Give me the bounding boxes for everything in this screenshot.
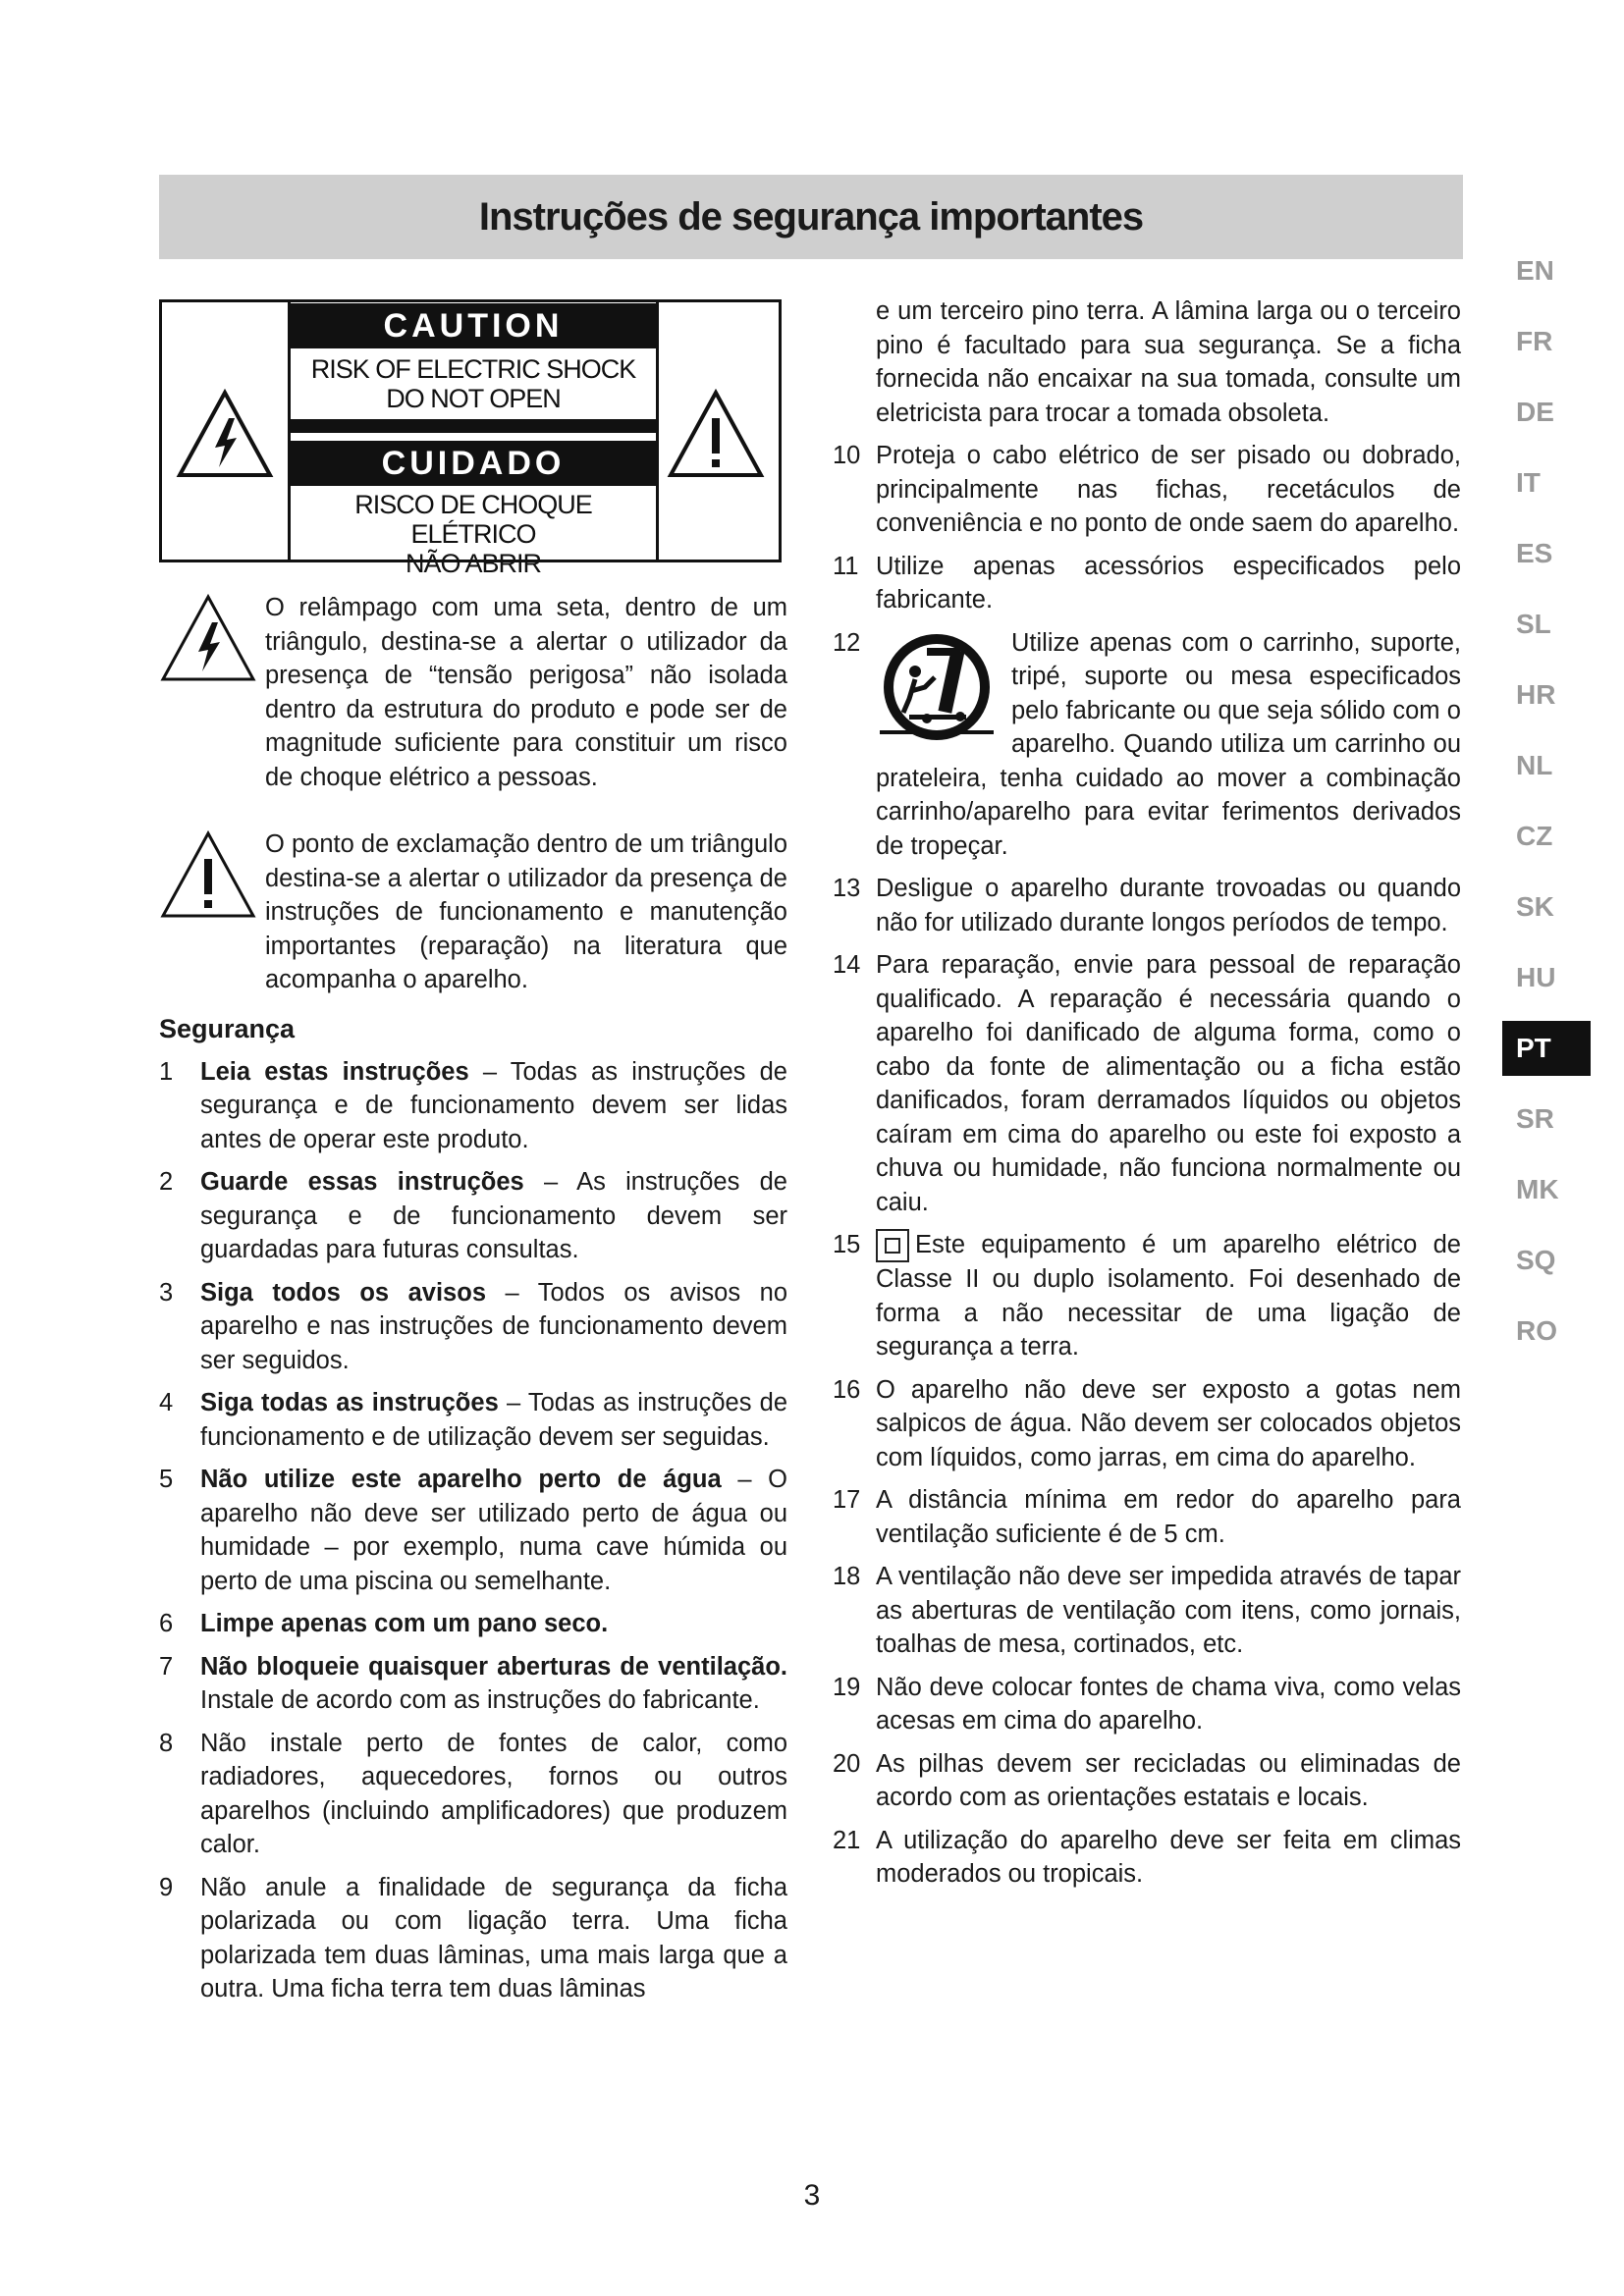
left-column bbox=[159, 591, 787, 2006]
list-item-continuation: e um terceiro pino terra. A lâmina larga ou o terceiro pino é facultado para sua segurança. Se a ficha fornecida não encaixar na sua tomada, consulte um eletricista para trocar a tomada obsoleta. bbox=[876, 297, 1461, 427]
language-tab-ro[interactable]: RO bbox=[1516, 1315, 1557, 1346]
right-column bbox=[833, 294, 1461, 1892]
language-tabs bbox=[1502, 236, 1591, 1366]
list-item: 20 As pilhas devem ser recicladas ou eliminadas de acordo com as orientações estatais e locais. bbox=[833, 1749, 1461, 1812]
language-tab-sr[interactable]: SR bbox=[1516, 1103, 1554, 1134]
title-bar bbox=[159, 175, 1463, 259]
list-item: 3 Siga todos os avisos – Todos os avisos no aparelho e nas instruções de funcionamento devem ser seguidos. bbox=[159, 1278, 788, 1374]
section-title: Segurança bbox=[159, 1013, 296, 1043]
caution-center-panel bbox=[288, 299, 659, 578]
list-item: 17 A distância mínima em redor do aparelho para ventilação suficiente é de 5 cm. bbox=[833, 1486, 1461, 1548]
language-tab-sq[interactable]: SQ bbox=[1516, 1245, 1556, 1275]
list-item: 4 Siga todas as instruções – Todas as instruções de funcionamento e de utilização devem ser seguidas. bbox=[159, 1389, 787, 1451]
list-item: 16 O aparelho não deve ser exposto a gotas nem salpicos de água. Não devem ser colocados objetos com líquidos, como jarras, em cima do aparelho. bbox=[833, 1375, 1461, 1471]
list-item: 11 Utilize apenas acessórios especificados pelo fabricante. bbox=[833, 552, 1461, 614]
lightning-triangle-icon bbox=[159, 593, 257, 683]
language-tab-mk[interactable]: MK bbox=[1516, 1174, 1559, 1204]
list-item: 9 Não anule a finalidade de segurança da ficha polarizada ou com ligação terra. Uma ficha polarizada tem duas lâminas, uma mais larga que a outra. Uma ficha terra tem duas lâminas bbox=[159, 1873, 787, 2002]
exclamation-warning bbox=[159, 828, 787, 997]
exclamation-warning-text: O ponto de exclamação dentro de um triângulo destina-se a alertar o utilizador da presença de instruções de funcionamento e manutenção importantes (reparação) na literatura que acompanha o aparelho. bbox=[265, 830, 787, 993]
list-item: 21 A utilização do aparelho deve ser feita em climas moderados ou tropicais. bbox=[833, 1826, 1461, 1889]
page-title: Instruções de segurança importantes bbox=[478, 194, 1144, 239]
lightning-warning bbox=[159, 591, 787, 794]
caution-sub-en-1: RISK OF ELECTRIC SHOCK bbox=[310, 354, 636, 384]
list-item: 13 Desligue o aparelho durante trovoadas ou quando não for utilizado durante longos períodos de tempo. bbox=[833, 875, 1461, 936]
language-tab-en[interactable]: EN bbox=[1516, 255, 1554, 286]
list-item: 12 Utilize apenas com o carrinho, suporte, tripé, suporte ou mesa especificados pelo fabricante ou que seja sólido com o aparelho. Quando utiliza um carrinho ou prateleira, tenha cuidado ao mover a combinação carrinho/aparelho para evitar ferimentos derivados de tropeçar. bbox=[833, 628, 1461, 860]
language-tab-fr[interactable]: FR bbox=[1516, 326, 1553, 356]
list-item: 8 Não instale perto de fontes de calor, como radiadores, aquecedores, fornos ou outros aparelhos (incluindo amplificadores) que produzem calor. bbox=[159, 1729, 787, 1858]
caution-heading-pt: CUIDADO bbox=[291, 441, 656, 486]
language-tab-sl[interactable]: SL bbox=[1516, 609, 1551, 639]
page-number: 3 bbox=[803, 2179, 821, 2212]
list-item: 7 Não bloqueie quaisquer aberturas de ventilação. Instale de acordo com as instruções do fabricante. bbox=[159, 1652, 787, 1714]
exclamation-triangle-icon bbox=[159, 829, 257, 920]
caution-sub-pt-1: RISCO DE CHOQUE ELÉTRICO bbox=[354, 490, 592, 549]
exclamation-triangle-icon bbox=[667, 389, 765, 479]
language-tab-pt[interactable]: PT bbox=[1502, 1021, 1591, 1076]
caution-heading-en: CAUTION bbox=[291, 303, 656, 348]
list-item: 15 Este equipamento é um aparelho elétrico de Classe II ou duplo isolamento. Foi desenhado de forma a não necessitar de uma ligação de segurança a terra. bbox=[833, 1231, 1461, 1362]
caution-sub-pt-2: NÃO ABRIR bbox=[405, 549, 542, 578]
list-item: 6 Limpe apenas com um pano seco. bbox=[159, 1610, 609, 1637]
list-item: 10 Proteja o cabo elétrico de ser pisado ou dobrado, principalmente nas fichas, recetáculos de conveniência e no ponto de onde saem do aparelho. bbox=[833, 442, 1461, 537]
language-tab-it[interactable]: IT bbox=[1516, 467, 1541, 498]
cart-warning-icon bbox=[876, 628, 998, 746]
language-tab-sk[interactable]: SK bbox=[1516, 891, 1554, 922]
language-tab-de[interactable]: DE bbox=[1516, 397, 1554, 427]
caution-label-box bbox=[159, 299, 782, 578]
caution-sub-en-2: DO NOT OPEN bbox=[386, 384, 561, 413]
language-tab-nl[interactable]: NL bbox=[1516, 750, 1553, 780]
list-item: 19 Não deve colocar fontes de chama viva, como velas acesas em cima do aparelho. bbox=[833, 1673, 1461, 1735]
language-tab-es[interactable]: ES bbox=[1516, 538, 1553, 568]
list-item: 5 Não utilize este aparelho perto de água – O aparelho não deve ser utilizado perto de água ou humidade – por exemplo, numa cave húmida ou perto de uma piscina ou semelhante. bbox=[159, 1466, 787, 1595]
caution-divider bbox=[291, 419, 656, 433]
list-item: 14 Para reparação, envie para pessoal de reparação qualificado. A reparação é necessária quando o aparelho foi danificado de alguma forma, como o cabo da fonte de alimentação ou a ficha estão danificados, foram derramados líquidos ou objetos caíram em cima do aparelho ou este foi exposto a chuva ou humidade, não funciona normalmente ou caiu. bbox=[833, 951, 1461, 1216]
list-item: 1 Leia estas instruções – Todas as instruções de segurança e de funcionamento devem ser lidas antes de operar este produto. bbox=[159, 1057, 787, 1153]
lightning-warning-text: O relâmpago com uma seta, dentro de um triângulo, destina-se a alertar o utilizador da presença de “tensão perigosa” não isolada dentro da estrutura do produto e pode ser de magnitude suficiente para constituir um risco de choque elétrico a pessoas. bbox=[265, 594, 787, 791]
lightning-triangle-icon bbox=[176, 389, 274, 479]
list-item: 2 Guarde essas instruções – As instruções de segurança e de funcionamento devem ser guardadas para futuras consultas. bbox=[159, 1168, 787, 1263]
language-tab-hu[interactable]: HU bbox=[1516, 962, 1556, 992]
double-insulation-icon bbox=[876, 1229, 909, 1262]
language-tab-cz[interactable]: CZ bbox=[1516, 821, 1553, 851]
list-item: 18 A ventilação não deve ser impedida através de tapar as aberturas de ventilação com itens, como jornais, toalhas de mesa, cortinados, etc. bbox=[833, 1563, 1461, 1659]
language-tab-hr[interactable]: HR bbox=[1516, 679, 1556, 710]
